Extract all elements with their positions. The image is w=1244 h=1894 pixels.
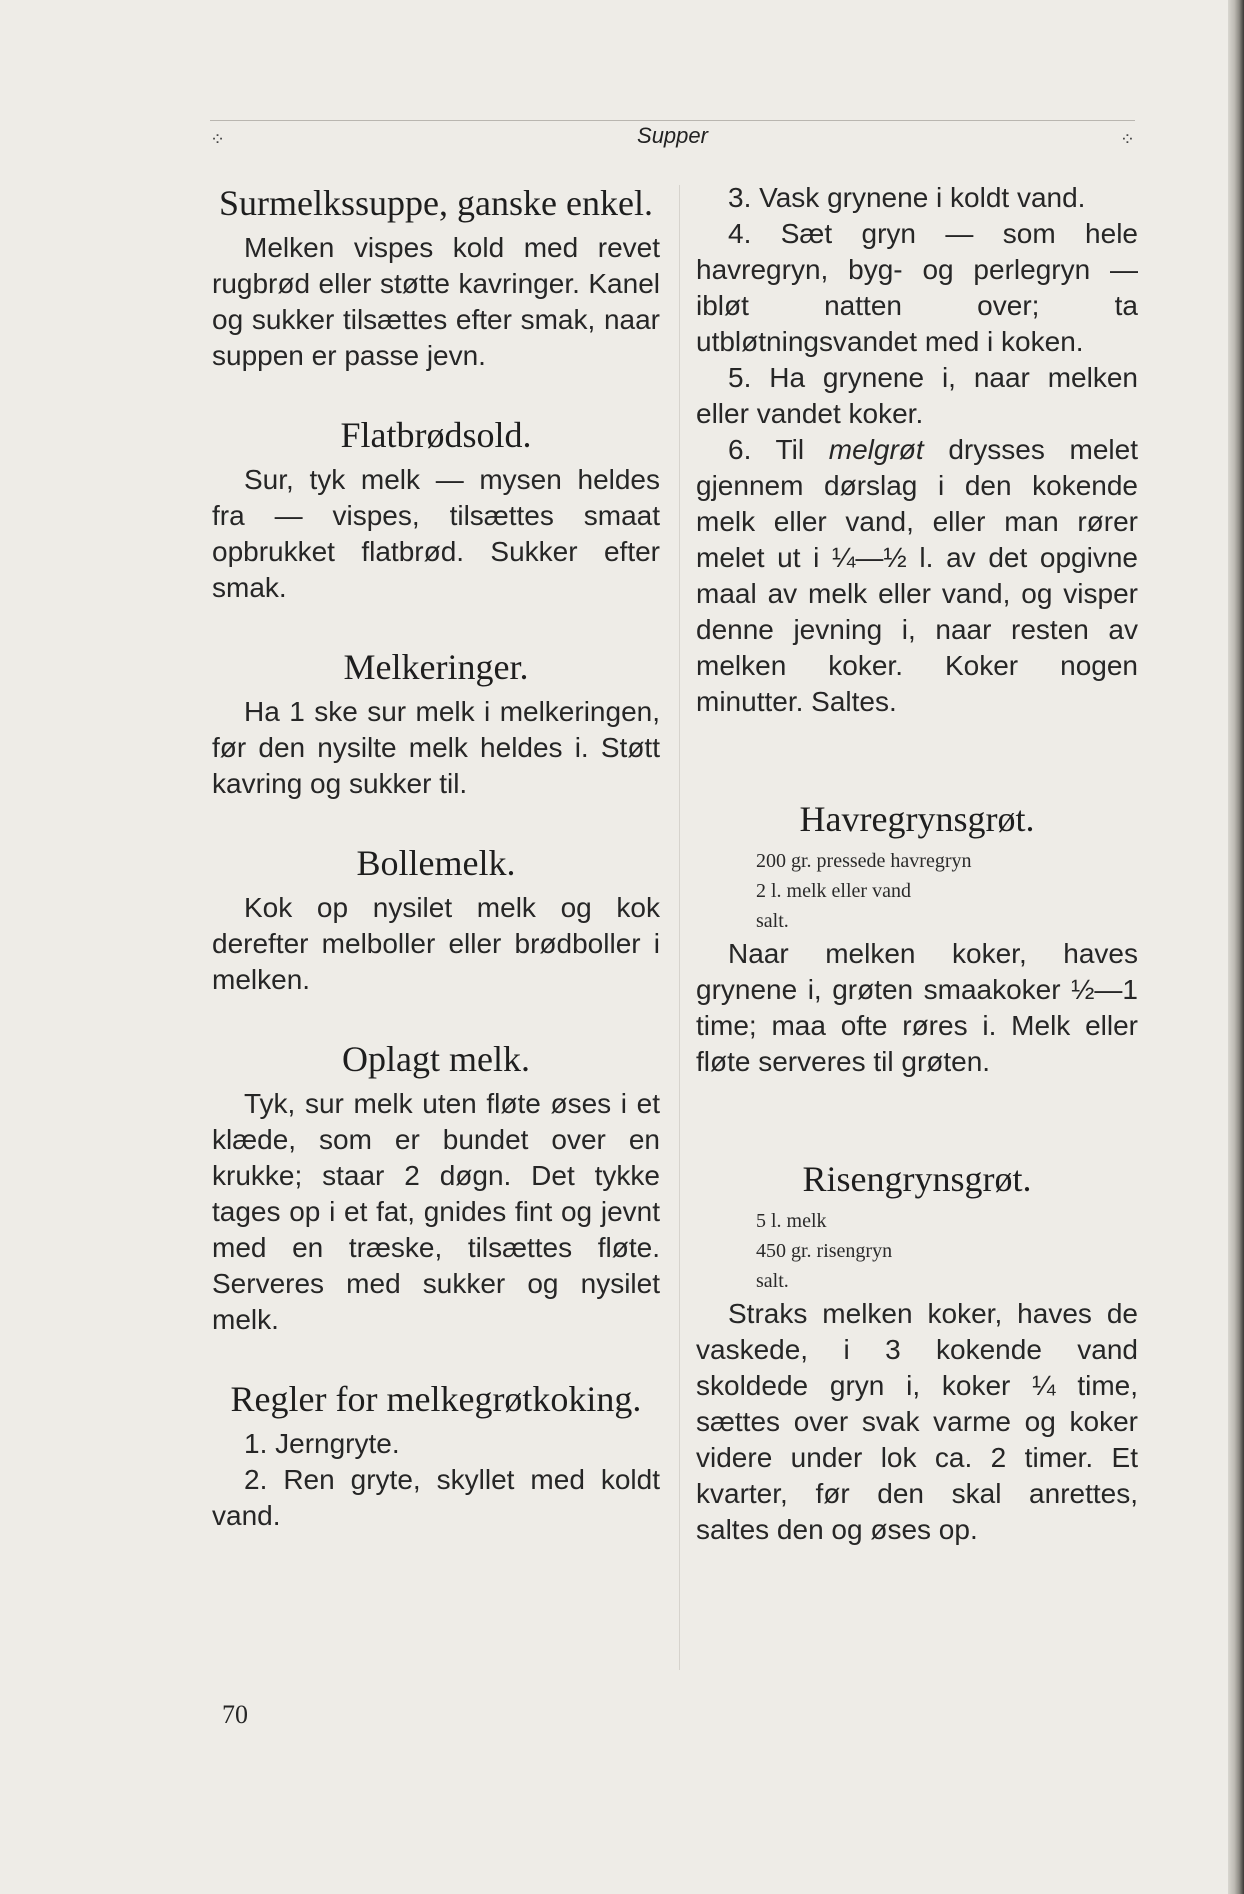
rule-6-emphasis: melgrøt [828, 434, 924, 465]
paragraph-surmelkssuppe: Melken vispes kold med revet rugbrød eller støtte kavringer. Kanel og sukker tilsættes efter smak, naar suppen er passe jevn. [212, 232, 660, 371]
ingredient: 200 gr. pressede havregryn [756, 850, 972, 872]
ornament-right-icon: ⁘ [1119, 129, 1135, 150]
paragraph-risengrynsgrot: Straks melken koker, haves de vaskede, i 3 kokende vand skoldede gryn i, koker ¼ time, sættes over svak varme og koker videre under lok ca. 2 timer. Et kvarter, før den skal anrettes, saltes den og øses op. [696, 1298, 1138, 1545]
rule-4: 4. Sæt gryn — som hele havregryn, byg- og perlegryn — ibløt natten over; ta utbløtningsvandet med i koken. [696, 218, 1138, 357]
heading-surmelkssuppe: Surmelkssuppe, ganske enkel. [219, 183, 653, 223]
rule-6-start: 6. Til [728, 434, 829, 465]
heading-oplagt-melk: Oplagt melk. [342, 1039, 530, 1079]
heading-regler: Regler for melkegrøtkoking. [230, 1379, 642, 1419]
heading-risengrynsgrot: Risengrynsgrøt. [802, 1159, 1032, 1199]
heading-havregrynsgrot: Havregrynsgrøt. [799, 799, 1035, 839]
paragraph-flatbrodsold: Sur, tyk melk — mysen heldes fra — vispes, tilsættes smaat opbrukket flatbrød. Sukker efter smak. [212, 464, 660, 603]
ingredient: salt. [756, 910, 789, 932]
ingredient: 450 gr. risengryn [756, 1240, 893, 1262]
page-number: 70 [222, 1700, 248, 1729]
paragraph-bollemelk: Kok op nysilet melk og kok derefter melboller eller brødboller i melken. [212, 892, 660, 995]
paragraph-melkeringer: Ha 1 ske sur melk i melkeringen, før den nysilte melk heldes i. Støtt kavring og sukker til. [212, 696, 660, 799]
paragraph-havregrynsgrot: Naar melken koker, haves grynene i, grøten smaakoker ½—1 time; maa ofte røres i. Melk eller fløte serveres til grøten. [696, 938, 1138, 1077]
ingredients-havregrynsgrot [696, 846, 1138, 936]
page-edge [1228, 0, 1244, 1894]
ingredient: salt. [756, 1270, 789, 1292]
ingredients-risengrynsgrot [696, 1206, 1138, 1296]
rule-2: 2. Ren gryte, skyllet med koldt vand. [212, 1464, 660, 1531]
heading-melkeringer: Melkeringer. [343, 647, 529, 687]
left-column [212, 180, 660, 1534]
heading-flatbrodsold: Flatbrødsold. [340, 415, 532, 455]
heading-bollemelk: Bollemelk. [356, 843, 516, 883]
column-divider [679, 185, 680, 1670]
ingredient: 2 l. melk eller vand [756, 880, 911, 902]
rule-3: 3. Vask grynene i koldt vand. [728, 182, 1086, 213]
rule-6 [696, 432, 1138, 720]
ornament-left-icon: ⁘ [210, 129, 226, 150]
ingredient: 5 l. melk [756, 1210, 827, 1232]
running-header [210, 120, 1135, 155]
right-column [696, 180, 1138, 1548]
running-title: Supper [637, 123, 708, 148]
paragraph-oplagt-melk: Tyk, sur melk uten fløte øses i et klæde, som er bundet over en krukke; staar 2 døgn. Det tykke tages op i et fat, gnides fint og jevnt med en træske, tilsættes fløte. Serveres med sukker og nysilet melk. [212, 1088, 660, 1335]
rule-5: 5. Ha grynene i, naar melken eller vandet koker. [696, 362, 1138, 429]
rule-6-rest: drysses melet gjennem dørslag i den kokende melk eller vand, eller man rører melet ut i ¼—½ l. av det opgivne maal av melk eller vand, og visper denne jevning i, naar resten av melken koker. Koker nogen minutter. Saltes. [696, 434, 1138, 717]
rule-1: 1. Jerngryte. [244, 1428, 400, 1459]
